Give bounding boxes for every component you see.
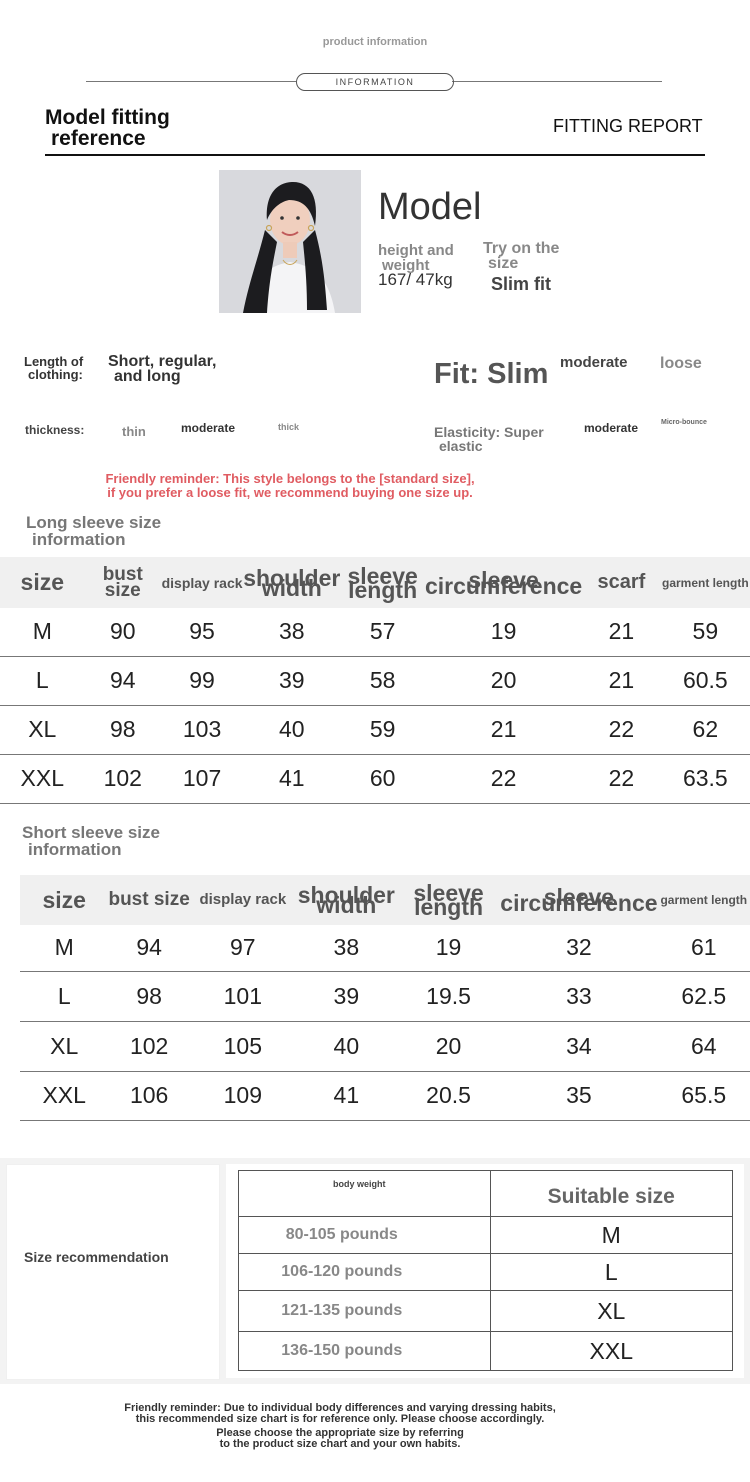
height-weight-label-line-1: height and [378, 242, 454, 259]
table-row [20, 971, 750, 1021]
elasticity-micro-bounce: Micro-bounce [661, 419, 707, 426]
try-size-label-line-1: Try on the [483, 240, 560, 257]
short-col-sleeve-circumference: sleeve circumference [500, 875, 657, 925]
elasticity-label-line-1: Elasticity: Super [434, 424, 544, 440]
table-cell: 59 [661, 608, 750, 656]
length-value-line-2: and long [114, 368, 181, 385]
short-col-shoulder-width: shoulder width [296, 875, 397, 925]
table-cell: 38 [243, 608, 340, 656]
table-cell: L [0, 656, 85, 705]
reminder-line-2: if you prefer a loose fit, we recommend buying one size up. [107, 485, 473, 500]
table-cell: 40 [243, 705, 340, 754]
table-cell: 103 [161, 705, 243, 754]
table-cell: 99 [161, 656, 243, 705]
table-cell: 20 [397, 1021, 500, 1071]
table-cell: 97 [190, 925, 296, 971]
reminder-line-1: Friendly reminder: This style belongs to the [standard size], [105, 471, 475, 486]
table-cell: 35 [500, 1071, 657, 1120]
elasticity-label [434, 425, 544, 453]
height-weight-value: 167/ 47kg [378, 270, 453, 289]
table-cell: 58 [340, 656, 425, 705]
rec-weight-cell: 136-150 pounds [239, 1332, 491, 1371]
try-size-value: Slim fit [491, 274, 552, 294]
rec-size-cell: XXL [490, 1332, 732, 1371]
table-cell: 90 [85, 608, 161, 656]
table-row [20, 925, 750, 971]
table-row [0, 608, 750, 656]
standard-size-reminder [0, 472, 580, 500]
table-cell: 57 [340, 608, 425, 656]
size-recommendation-label: Size recommendation [24, 1249, 169, 1265]
short-col-display-rack: display rack [190, 875, 296, 925]
long-col-display-rack: display rack [161, 557, 243, 608]
table-cell: 64 [658, 1021, 750, 1071]
table-cell: 32 [500, 925, 657, 971]
table-row [0, 656, 750, 705]
fit-label: Fit: Slim [434, 358, 549, 390]
long-col-shoulder-width: shoulder width [243, 557, 340, 608]
model-photo [219, 170, 361, 313]
table-row [20, 1071, 750, 1120]
table-cell: 102 [85, 754, 161, 803]
table-cell: 60 [340, 754, 425, 803]
table-cell: L [20, 971, 108, 1021]
short-sleeve-title-line-1: Short sleeve size [22, 823, 160, 842]
table-cell: 101 [190, 971, 296, 1021]
rec-col-body-weight: body weight [239, 1171, 491, 1217]
table-cell: 22 [582, 705, 660, 754]
table-cell: 94 [108, 925, 189, 971]
long-col-sleeve-length: sleeve length [340, 557, 425, 608]
table-cell: 39 [243, 656, 340, 705]
table-cell: M [20, 925, 108, 971]
length-label-line-2: clothing: [28, 367, 83, 382]
table-cell: 102 [108, 1021, 189, 1071]
thickness-moderate: moderate [181, 421, 236, 435]
short-sleeve-title-line-2: information [28, 840, 122, 859]
length-label-line-1: Length of [24, 354, 84, 369]
table-row [239, 1332, 733, 1371]
table-cell: 95 [161, 608, 243, 656]
length-value-line-1: Short, regular, [108, 353, 217, 370]
table-cell: 21 [425, 705, 582, 754]
table-cell: 65.5 [658, 1071, 750, 1120]
long-col-sleeve-circumference: sleeve circumference [425, 557, 582, 608]
short-sleeve-table [20, 875, 750, 1121]
table-cell: 39 [296, 971, 397, 1021]
table-cell: 19.5 [397, 971, 500, 1021]
page-title-line-2: reference [51, 127, 146, 150]
table-cell: 22 [425, 754, 582, 803]
short-sleeve-header-row [20, 875, 750, 925]
table-row [20, 1021, 750, 1071]
table-cell: 109 [190, 1071, 296, 1120]
table-cell: 94 [85, 656, 161, 705]
page-title [45, 107, 170, 149]
table-row [239, 1217, 733, 1254]
elasticity-moderate: moderate [584, 421, 639, 435]
fitting-report-title: FITTING REPORT [553, 116, 703, 136]
long-sleeve-header-row [0, 557, 750, 608]
table-row [239, 1254, 733, 1291]
rec-weight-cell: 80-105 pounds [239, 1217, 491, 1254]
rec-size-cell: XL [490, 1291, 732, 1332]
rec-size-cell: M [490, 1217, 732, 1254]
rec-weight-cell: 106-120 pounds [239, 1254, 491, 1291]
table-cell: 59 [340, 705, 425, 754]
rec-header-row [239, 1171, 733, 1217]
title-underline [45, 154, 705, 156]
table-cell: 20 [425, 656, 582, 705]
rec-col-suitable-size: Suitable size [490, 1171, 732, 1217]
table-cell: 98 [108, 971, 189, 1021]
footer-line-1: Friendly reminder: Due to individual body differences and varying dressing habits, [124, 1402, 556, 1414]
long-col-scarf: scarf [582, 557, 660, 608]
table-cell: 106 [108, 1071, 189, 1120]
long-sleeve-title-line-2: information [32, 530, 126, 549]
rec-weight-cell: 121-135 pounds [239, 1291, 491, 1332]
thickness-label: thickness: [25, 423, 85, 437]
information-pill: INFORMATION [296, 73, 454, 91]
length-value [108, 354, 216, 384]
rec-size-cell: L [490, 1254, 732, 1291]
thickness-thin: thin [122, 424, 146, 439]
height-weight-label [378, 243, 454, 273]
table-cell: 41 [243, 754, 340, 803]
size-recommendation-table [238, 1170, 733, 1371]
thickness-thick: thick [278, 422, 300, 432]
table-cell: 62 [661, 705, 750, 754]
table-cell: 22 [582, 754, 660, 803]
try-size-label-line-2: size [488, 255, 519, 272]
table-cell: 63.5 [661, 754, 750, 803]
model-heading: Model [378, 186, 482, 228]
size-recommendation-label-box [6, 1164, 220, 1380]
height-weight-label-line-2: weight [382, 257, 430, 274]
long-sleeve-table [0, 557, 750, 804]
footer-line-3: Please choose the appropriate size by referring [216, 1427, 464, 1439]
page-title-line-1: Model fitting [45, 106, 170, 129]
short-col-size: size [20, 875, 108, 925]
table-row [0, 754, 750, 803]
table-cell: 40 [296, 1021, 397, 1071]
short-col-bust: bust size [108, 875, 189, 925]
table-cell: 107 [161, 754, 243, 803]
table-cell: 20.5 [397, 1071, 500, 1120]
table-cell: 19 [425, 608, 582, 656]
table-row [239, 1291, 733, 1332]
short-col-garment-length: garment length [658, 875, 750, 925]
header-divider-right [452, 81, 662, 82]
table-cell: XXL [0, 754, 85, 803]
product-information-label: product information [322, 36, 428, 48]
footer-advice [0, 1428, 680, 1450]
header-divider-left [86, 81, 296, 82]
short-col-sleeve-length: sleeve length [397, 875, 500, 925]
footer-reminder [0, 1403, 680, 1425]
length-label [24, 355, 83, 381]
long-sleeve-title-line-1: Long sleeve size [26, 513, 162, 532]
fit-moderate: moderate [560, 354, 628, 371]
long-sleeve-title [26, 514, 161, 548]
long-col-bust: bust size [85, 557, 161, 608]
table-cell: 61 [658, 925, 750, 971]
table-cell: 41 [296, 1071, 397, 1120]
table-cell: XL [0, 705, 85, 754]
table-cell: 21 [582, 608, 660, 656]
fit-loose: loose [660, 355, 702, 372]
table-row [0, 705, 750, 754]
footer-line-2: this recommended size chart is for reference only. Please choose accordingly. [135, 1413, 545, 1425]
long-col-garment-length: garment length [661, 557, 750, 608]
table-cell: 105 [190, 1021, 296, 1071]
table-cell: 60.5 [661, 656, 750, 705]
long-col-size: size [0, 557, 85, 608]
try-size-label [483, 241, 559, 271]
table-cell: 38 [296, 925, 397, 971]
table-cell: 98 [85, 705, 161, 754]
short-sleeve-title [22, 824, 160, 858]
table-cell: 19 [397, 925, 500, 971]
table-cell: 33 [500, 971, 657, 1021]
table-cell: 62.5 [658, 971, 750, 1021]
table-cell: 34 [500, 1021, 657, 1071]
footer-line-4: to the product size chart and your own habits. [219, 1438, 461, 1450]
elasticity-label-line-2: elastic [439, 438, 483, 454]
table-cell: 21 [582, 656, 660, 705]
table-cell: XXL [20, 1071, 108, 1120]
table-cell: XL [20, 1021, 108, 1071]
table-cell: M [0, 608, 85, 656]
